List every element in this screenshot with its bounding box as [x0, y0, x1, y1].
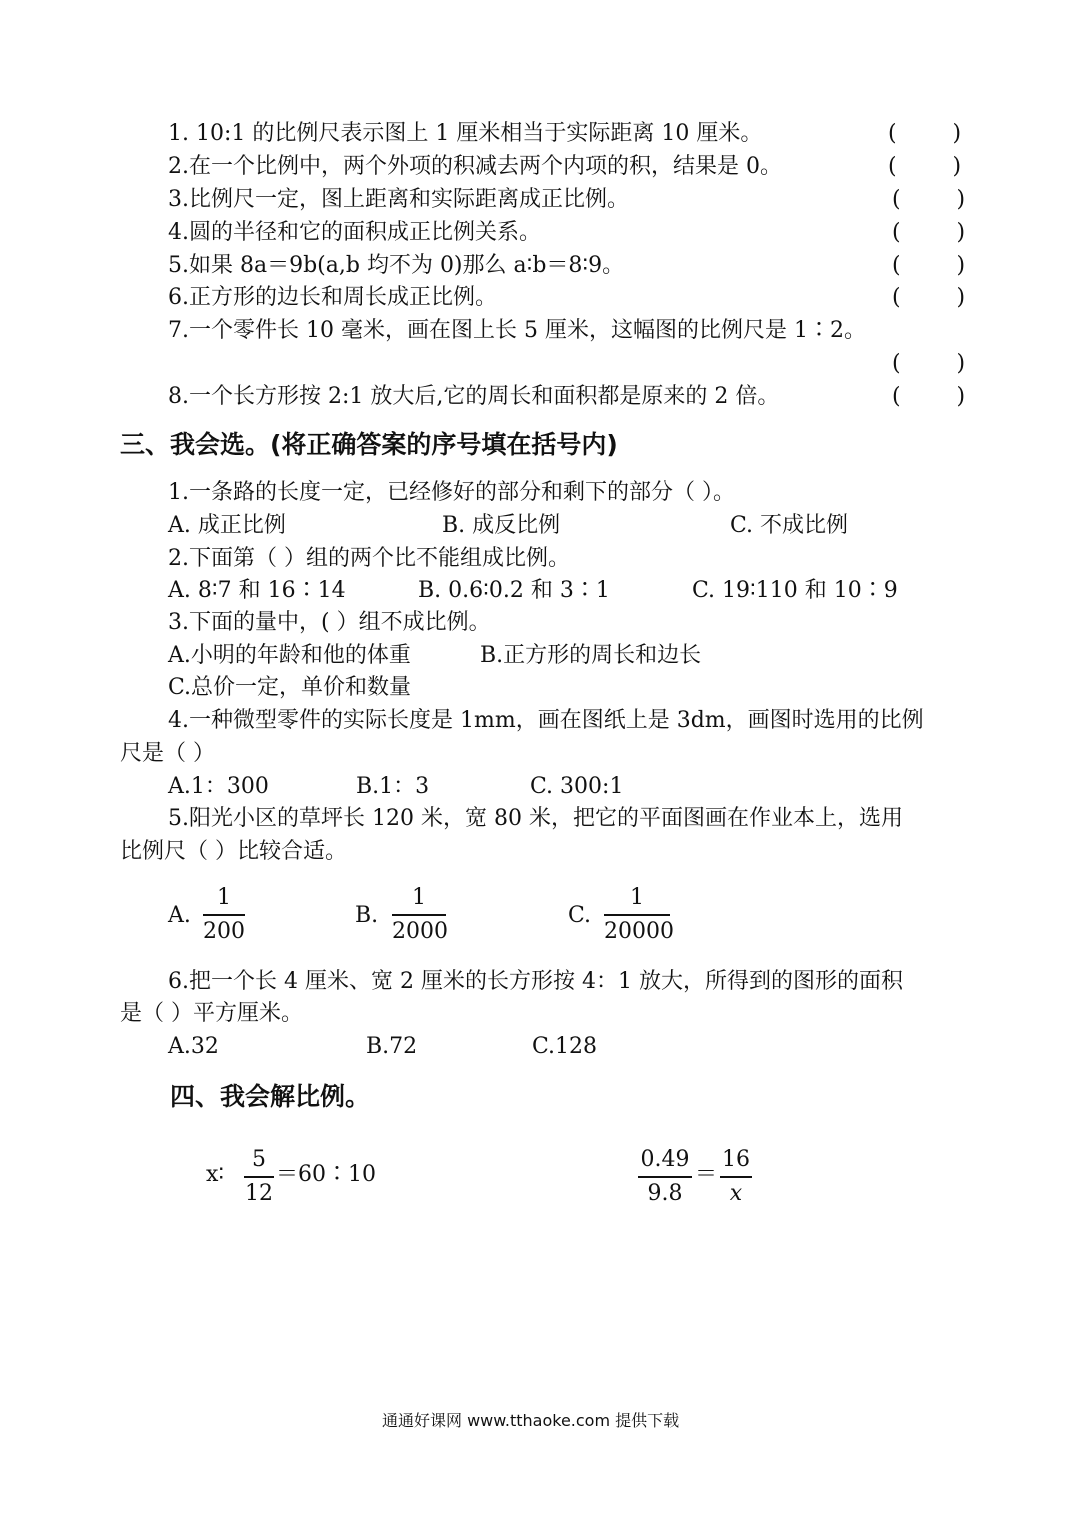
fraction-bar: [720, 1176, 752, 1178]
fraction-denominator: 9.8: [647, 1181, 683, 1206]
choice-q6-line-2: 是（ ）平方厘米。: [120, 1001, 303, 1026]
fraction-numerator: 1: [630, 885, 644, 910]
choice-q4-line-2: 尺是（ ）: [120, 741, 215, 766]
judge-item-8: 8.一个长方形按 2:1 放大后,它的周长和面积都是原来的 2 倍。: [168, 384, 780, 409]
choice-q6-option-b[interactable]: B.72: [366, 1034, 418, 1059]
fraction-bar: [604, 914, 670, 916]
choice-q3-option-c[interactable]: C.总价一定，单价和数量: [168, 675, 412, 700]
judge-item-7: 7.一个零件长 10 毫米，画在图上长 5 厘米，这幅图的比例尺是 1∶2。: [168, 318, 866, 343]
choice-q2-option-a[interactable]: A. 8∶7 和 16∶14: [168, 578, 346, 603]
answer-paren-1[interactable]: ( ): [888, 121, 962, 146]
fraction-bar: [638, 1176, 692, 1178]
choice-q6-option-a[interactable]: A.32: [168, 1034, 219, 1059]
fraction-denominator: 200: [203, 919, 245, 944]
equation-2-left-fraction: [638, 1146, 692, 1208]
fraction-numerator: 5: [252, 1147, 266, 1172]
choice-q5-option-c-letter[interactable]: C.: [568, 903, 592, 928]
answer-paren-2[interactable]: ( ): [888, 154, 962, 179]
choice-q4-option-a[interactable]: A.1：300: [168, 774, 269, 799]
fraction-bar: [392, 914, 446, 916]
choice-q1-option-c[interactable]: C. 不成比例: [730, 513, 849, 538]
fraction-denominator: 2000: [392, 919, 448, 944]
section-3-heading: 三、我会选。(将正确答案的序号填在括号内): [120, 430, 618, 459]
fraction-numerator: 16: [722, 1147, 750, 1172]
choice-q5-line-2: 比例尺（ ）比较合适。: [120, 839, 347, 864]
judge-item-2: 2.在一个比例中，两个外项的积减去两个内项的积，结果是 0。: [168, 154, 782, 179]
choice-q5-option-b-fraction[interactable]: [392, 884, 446, 946]
fraction-numerator: 0.49: [640, 1147, 690, 1172]
choice-q6-option-c[interactable]: C.128: [532, 1034, 598, 1059]
fraction-numerator: 1: [412, 885, 426, 910]
answer-paren-8[interactable]: ( ): [892, 384, 966, 409]
choice-q4-option-c[interactable]: C. 300:1: [530, 774, 624, 799]
section-4-heading: 四、我会解比例。: [170, 1082, 371, 1111]
fraction-bar: [203, 914, 245, 916]
choice-q2-option-b[interactable]: B. 0.6∶0.2 和 3∶1: [418, 578, 610, 603]
choice-q3-option-b[interactable]: B.正方形的周长和边长: [480, 643, 702, 668]
choice-q4-option-b[interactable]: B.1：3: [356, 774, 430, 799]
equation-1-fraction: [244, 1146, 274, 1208]
choice-q4-line-1: 4.一种微型零件的实际长度是 1mm，画在图纸上是 3dm，画图时选用的比例: [168, 708, 924, 733]
choice-q3-option-a[interactable]: A.小明的年龄和他的体重: [168, 643, 411, 668]
judge-item-4: 4.圆的半径和它的面积成正比例关系。: [168, 220, 541, 245]
answer-paren-5[interactable]: ( ): [892, 253, 966, 278]
choice-q2: 2.下面第（ ）组的两个比不能组成比例。: [168, 546, 570, 571]
choice-q2-option-c[interactable]: C. 19∶110 和 10∶9: [692, 578, 898, 603]
choice-q5-option-c-fraction[interactable]: [604, 884, 674, 946]
fraction-denominator: x: [729, 1181, 743, 1206]
answer-paren-4[interactable]: ( ): [892, 220, 966, 245]
judge-item-5: 5.如果 8a＝9b(a,b 均不为 0)那么 a∶b＝8∶9。: [168, 253, 625, 278]
choice-q1-option-b[interactable]: B. 成反比例: [442, 513, 561, 538]
choice-q5-line-1: 5.阳光小区的草坪长 120 米，宽 80 米，把它的平面图画在作业本上，选用: [168, 806, 903, 831]
judge-item-6: 6.正方形的边长和周长成正比例。: [168, 285, 497, 310]
equation-1-tail: ＝60∶10: [276, 1162, 376, 1187]
choice-q5-option-b-letter[interactable]: B.: [355, 903, 379, 928]
choice-q6-line-1: 6.把一个长 4 厘米、宽 2 厘米的长方形按 4：1 放大，所得到的图形的面积: [168, 969, 903, 994]
fraction-denominator: 20000: [604, 919, 674, 944]
choice-q3: 3.下面的量中，( ）组不成比例。: [168, 610, 491, 635]
answer-paren-7[interactable]: ( ): [892, 351, 966, 376]
choice-q1-option-a[interactable]: A. 成正比例: [168, 513, 286, 538]
equation-1-lead: x∶: [206, 1162, 225, 1187]
answer-paren-6[interactable]: ( ): [892, 285, 966, 310]
answer-paren-3[interactable]: ( ): [892, 187, 966, 212]
fraction-denominator: 12: [245, 1181, 273, 1206]
judge-item-3: 3.比例尺一定，图上距离和实际距离成正比例。: [168, 187, 629, 212]
choice-q5-option-a-fraction[interactable]: [203, 884, 245, 946]
equation-2-right-fraction: [720, 1146, 752, 1208]
page-footer: 通通好课网 www.tthaoke.com 提供下载: [382, 1411, 680, 1430]
judge-item-1: 1. 10:1 的比例尺表示图上 1 厘米相当于实际距离 10 厘米。: [168, 121, 763, 146]
equation-2-equals: ＝: [695, 1162, 718, 1187]
fraction-numerator: 1: [217, 885, 231, 910]
choice-q1: 1.一条路的长度一定，已经修好的部分和剩下的部分（ ）。: [168, 480, 735, 505]
choice-q5-option-a-letter[interactable]: A.: [168, 903, 191, 928]
fraction-bar: [244, 1176, 274, 1178]
